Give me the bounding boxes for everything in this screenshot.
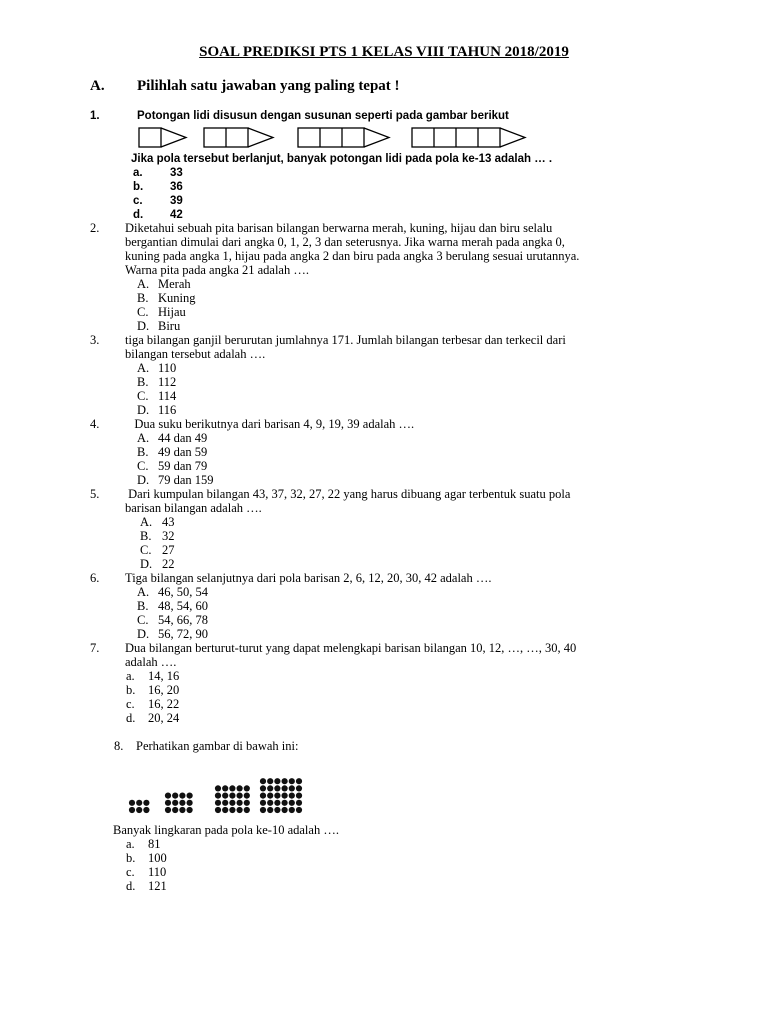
q7-option-d-label: d. [126, 711, 136, 725]
pattern-circle [282, 778, 288, 784]
q6-option-c-text: 54, 66, 78 [158, 613, 208, 627]
q2-option-a-text: Merah [158, 277, 191, 291]
pattern-circle [237, 807, 243, 813]
question-7-text-line-2: adalah …. [125, 655, 177, 669]
q5-option-d-text: 22 [162, 557, 175, 571]
pattern-circle [289, 800, 295, 806]
q6-option-d-label: D. [137, 627, 150, 641]
pattern-circle [237, 785, 243, 791]
pattern-circle [165, 793, 171, 799]
q4-option-d-label: D. [137, 473, 150, 487]
q3-option-d-text: 116 [158, 403, 177, 417]
pattern-circle [260, 778, 266, 784]
pattern-circle [136, 800, 142, 806]
q6-option-d-text: 56, 72, 90 [158, 627, 208, 641]
question-5-text-line-1: Dari kumpulan bilangan 43, 37, 32, 27, 22 yang harus dibuang agar terbentuk suatu pola [125, 487, 571, 501]
pattern-circle [267, 807, 273, 813]
q8-option-a-text: 81 [148, 837, 161, 851]
q6-option-b-text: 48, 54, 60 [158, 599, 208, 613]
question-6-text: Tiga bilangan selanjutnya dari pola barisan 2, 6, 12, 20, 30, 42 adalah …. [125, 571, 492, 585]
pattern-circle [222, 785, 228, 791]
pattern-circle [215, 800, 221, 806]
pattern-circle [282, 800, 288, 806]
q5-option-b-label: B. [140, 529, 152, 543]
pattern-circle [260, 807, 266, 813]
pattern-circle [215, 807, 221, 813]
stick-pattern-4 [412, 128, 525, 147]
pattern-circle [267, 778, 273, 784]
q7-option-a-text: 14, 16 [148, 669, 180, 683]
pattern-circle [267, 800, 273, 806]
pattern-circle [222, 807, 228, 813]
question-3-number: 3. [90, 333, 100, 347]
q3-option-c-label: C. [137, 389, 149, 403]
q5-option-c-text: 27 [162, 543, 175, 557]
q4-option-a-label: A. [137, 431, 150, 445]
pattern-circle [165, 800, 171, 806]
pattern-circle [296, 800, 302, 806]
q1-option-a-text: 33 [170, 167, 183, 179]
question-2-text-line-2: bergantian dimulai dari angka 0, 1, 2, 3 dan seterusnya. Jika warna merah pada angka 0, [125, 235, 565, 249]
pattern-circle [172, 793, 178, 799]
pattern-circle [260, 793, 266, 799]
question-2-text-line-3: kuning pada angka 1, hijau pada angka 2 dan biru pada angka 3 berulang sesuai urutannya. [125, 249, 580, 263]
q6-option-b-label: B. [137, 599, 149, 613]
question-3-text-line-2: bilangan tersebut adalah …. [125, 347, 266, 361]
q3-option-b-label: B. [137, 375, 149, 389]
q8-option-b-text: 100 [148, 851, 167, 865]
pattern-circle [172, 800, 178, 806]
pattern-circle [244, 793, 250, 799]
q3-option-d-label: D. [137, 403, 150, 417]
question-8-text: Perhatikan gambar di bawah ini: [136, 739, 299, 753]
q1-option-c-label: c. [133, 195, 143, 207]
q5-option-c-label: C. [140, 543, 152, 557]
q1-option-c-text: 39 [170, 195, 183, 207]
pattern-circle [237, 800, 243, 806]
q8-option-b-label: b. [126, 851, 136, 865]
q5-option-a-text: 43 [162, 515, 175, 529]
q4-option-a-text: 44 dan 49 [158, 431, 208, 445]
question-3-text-line-1: tiga bilangan ganjil berurutan jumlahnya 171. Jumlah bilangan terbesar dan terkecil dari [125, 333, 566, 347]
question-1-number: 1. [90, 110, 100, 122]
q4-option-c-text: 59 dan 79 [158, 459, 208, 473]
pattern-circle [289, 793, 295, 799]
question-7-text-line-1: Dua bilangan berturut-turut yang dapat melengkapi barisan bilangan 10, 12, …, …, 30, 40 [125, 641, 577, 655]
pattern-circle [274, 778, 280, 784]
q1-option-b-text: 36 [170, 181, 183, 193]
question-5-number: 5. [90, 487, 100, 501]
stick-pattern-3 [298, 128, 389, 147]
question-8-prompt: Banyak lingkaran pada pola ke-10 adalah …. [113, 823, 339, 837]
pattern-circle [237, 793, 243, 799]
pattern-circle [274, 807, 280, 813]
q6-option-a-text: 46, 50, 54 [158, 585, 208, 599]
q2-option-c-text: Hijau [158, 305, 186, 319]
q2-option-b-label: B. [137, 291, 149, 305]
question-1-prompt: Jika pola tersebut berlanjut, banyak potongan lidi pada pola ke-13 adalah … . [131, 153, 553, 165]
pattern-circle [282, 785, 288, 791]
q7-option-b-text: 16, 20 [148, 683, 180, 697]
pattern-circle [296, 807, 302, 813]
pattern-circle [260, 785, 266, 791]
q3-option-a-label: A. [137, 361, 150, 375]
q7-option-a-label: a. [126, 669, 135, 683]
stick-pattern-1 [139, 128, 186, 147]
circle-pattern-2 [165, 793, 193, 814]
pattern-circle [229, 785, 235, 791]
document-title: SOAL PREDIKSI PTS 1 KELAS VIII TAHUN 2018/2019 [199, 44, 569, 60]
pattern-circle [296, 778, 302, 784]
pattern-circle [179, 800, 185, 806]
pattern-circle [244, 807, 250, 813]
section-letter: A. [90, 78, 105, 94]
q7-option-d-text: 20, 24 [148, 711, 180, 725]
question-5-text-line-2: barisan bilangan adalah …. [125, 501, 262, 515]
section-heading [90, 78, 400, 95]
q4-option-c-label: C. [137, 459, 149, 473]
question-4-text: Dua suku berikutnya dari barisan 4, 9, 19, 39 adalah …. [125, 417, 415, 431]
stick-pattern-2 [204, 128, 273, 147]
q2-option-d-text: Biru [158, 319, 181, 333]
pattern-circle [274, 785, 280, 791]
q8-option-d-label: d. [126, 879, 136, 893]
pattern-circle [289, 785, 295, 791]
q2-option-b-text: Kuning [158, 291, 196, 305]
q1-option-d-label: d. [133, 209, 144, 221]
q8-option-c-label: c. [126, 865, 135, 879]
q4-option-b-label: B. [137, 445, 149, 459]
q6-option-a-label: A. [137, 585, 150, 599]
circle-pattern-figure [128, 764, 328, 814]
circle-pattern-1 [129, 800, 150, 813]
pattern-circle [129, 807, 135, 813]
q1-option-a-label: a. [133, 167, 143, 179]
pattern-circle [274, 800, 280, 806]
pattern-circle [179, 793, 185, 799]
question-4-number: 4. [90, 417, 100, 431]
question-2-number: 2. [90, 221, 100, 235]
pattern-circle [282, 807, 288, 813]
q8-option-c-text: 110 [148, 865, 167, 879]
pattern-circle [244, 800, 250, 806]
pattern-circle [229, 793, 235, 799]
question-2-text-line-4: Warna pita pada angka 21 adalah …. [125, 263, 309, 277]
pattern-circle [187, 807, 193, 813]
pattern-circle [296, 785, 302, 791]
stick-pattern-figure [136, 126, 536, 150]
question-1-text: Potongan lidi disusun dengan susunan seperti pada gambar berikut [137, 110, 509, 122]
pattern-circle [215, 785, 221, 791]
q2-option-c-label: C. [137, 305, 149, 319]
pattern-circle [296, 793, 302, 799]
pattern-circle [143, 807, 149, 813]
q3-option-b-text: 112 [158, 375, 177, 389]
pattern-circle [244, 785, 250, 791]
q7-option-c-text: 16, 22 [148, 697, 180, 711]
q5-option-b-text: 32 [162, 529, 175, 543]
q3-option-a-text: 110 [158, 361, 177, 375]
pattern-circle [179, 807, 185, 813]
pattern-circle [172, 807, 178, 813]
pattern-circle [289, 778, 295, 784]
q4-option-d-text: 79 dan 159 [158, 473, 214, 487]
pattern-circle [187, 793, 193, 799]
q2-option-d-label: D. [137, 319, 150, 333]
circle-pattern-3 [215, 785, 250, 813]
section-instruction: Pilihlah satu jawaban yang paling tepat ! [137, 78, 400, 94]
q1-option-b-label: b. [133, 181, 144, 193]
pattern-circle [136, 807, 142, 813]
question-7-number: 7. [90, 641, 100, 655]
pattern-circle [267, 793, 273, 799]
pattern-circle [222, 793, 228, 799]
pattern-circle [129, 800, 135, 806]
q5-option-a-label: A. [140, 515, 153, 529]
pattern-circle [222, 800, 228, 806]
q8-option-d-text: 121 [148, 879, 167, 893]
pattern-circle [187, 800, 193, 806]
circle-pattern-4 [260, 778, 302, 813]
pattern-circle [260, 800, 266, 806]
question-6-number: 6. [90, 571, 100, 585]
pattern-circle [274, 793, 280, 799]
q5-option-d-label: D. [140, 557, 153, 571]
pattern-circle [229, 807, 235, 813]
question-2-text-line-1: Diketahui sebuah pita barisan bilangan berwarna merah, kuning, hijau dan biru selalu [125, 221, 553, 235]
pattern-circle [229, 800, 235, 806]
q4-option-b-text: 49 dan 59 [158, 445, 208, 459]
q1-option-d-text: 42 [170, 209, 183, 221]
pattern-circle [282, 793, 288, 799]
q6-option-c-label: C. [137, 613, 149, 627]
pattern-circle [289, 807, 295, 813]
q3-option-c-text: 114 [158, 389, 177, 403]
pattern-circle [215, 793, 221, 799]
q8-option-a-label: a. [126, 837, 135, 851]
q2-option-a-label: A. [137, 277, 150, 291]
q7-option-c-label: c. [126, 697, 135, 711]
q7-option-b-label: b. [126, 683, 136, 697]
question-8-number: 8. [114, 739, 124, 753]
pattern-circle [143, 800, 149, 806]
pattern-circle [267, 785, 273, 791]
pattern-circle [165, 807, 171, 813]
